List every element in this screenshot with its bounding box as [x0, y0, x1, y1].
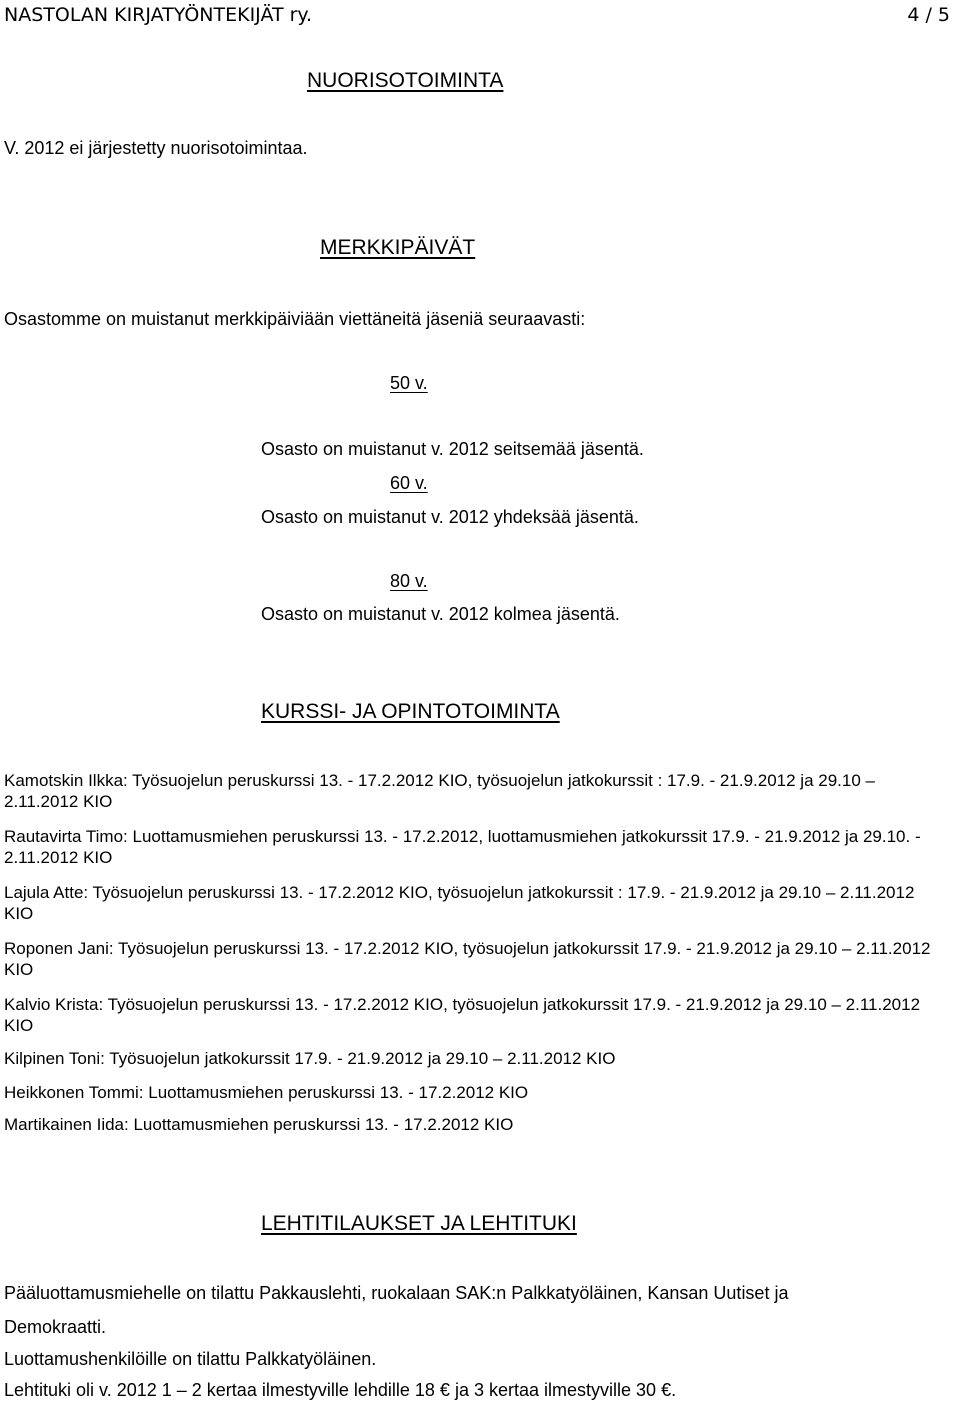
youth-text: V. 2012 ei järjestetty nuorisotoimintaa.	[4, 138, 308, 158]
course-entry: Kalvio Krista: Työsuojelun peruskurssi 13. - 17.2.2012 KIO, työsuojelun jatkokurssit 17.9. - 21.9.2012 ja 29.10 – 2.11.2012 KIO	[4, 995, 921, 1035]
age-50-text: Osasto on muistanut v. 2012 seitsemää jäsentä.	[261, 439, 644, 459]
papers-line-2: Demokraatti.	[4, 1317, 107, 1337]
paper-support-line	[4, 1379, 676, 1401]
support-text-end: .	[671, 1380, 677, 1400]
euro-icon: €	[661, 1380, 672, 1400]
age-50-label: 50 v.	[390, 373, 428, 393]
papers-heading: LEHTITILAUKSET JA LEHTITUKI	[261, 1212, 577, 1235]
support-text-middle: ja 3 kertaa ilmestyville 30	[454, 1380, 657, 1400]
age-60-text: Osasto on muistanut v. 2012 yhdeksää jäsentä.	[261, 507, 639, 527]
page-number: 4 / 5	[907, 4, 950, 26]
course-entry: Lajula Atte: Työsuojelun peruskurssi 13. - 17.2.2012 KIO, työsuojelun jatkokurssit : 17.9. - 21.9.2012 ja 29.10 – 2.11.2012 KIO	[4, 883, 915, 923]
organization-name: NASTOLAN KIRJATYÖNTEKIJÄT ry.	[4, 4, 312, 26]
course-entry: Heikkonen Tommi: Luottamusmiehen peruskurssi 13. - 17.2.2012 KIO	[4, 1083, 529, 1102]
age-80-text: Osasto on muistanut v. 2012 kolmea jäsentä.	[261, 604, 620, 624]
page-header	[4, 4, 956, 34]
course-entry: Roponen Jani: Työsuojelun peruskurssi 13. - 17.2.2012 KIO, työsuojelun jatkokurssit 17.9. - 21.9.2012 ja 29.10 – 2.11.2012 KIO	[4, 939, 931, 979]
youth-heading: NUORISOTOIMINTA	[307, 69, 504, 92]
course-entry: Kamotskin Ilkka: Työsuojelun peruskurssi 13. - 17.2.2012 KIO, työsuojelun jatkokurssit : 17.9. - 21.9.2012 ja 29.10 – 2.11.2012 KIO	[4, 771, 875, 811]
euro-icon: €	[439, 1380, 450, 1400]
papers-line-3: Luottamushenkilöille on tilattu Palkkatyöläinen.	[4, 1349, 377, 1369]
age-60-label: 60 v.	[390, 473, 428, 493]
milestones-heading: MERKKIPÄIVÄT	[320, 236, 476, 259]
support-text-start: Lehtituki oli v. 2012 1 – 2 kertaa ilmestyville lehdille 18	[4, 1380, 435, 1400]
age-80-label: 80 v.	[390, 571, 428, 591]
course-entry: Kilpinen Toni: Työsuojelun jatkokurssit 17.9. - 21.9.2012 ja 29.10 – 2.11.2012 KIO	[4, 1049, 616, 1068]
papers-line-1: Pääluottamusmiehelle on tilattu Pakkauslehti, ruokalaan SAK:n Palkkatyöläinen, Kansan Uutiset ja	[4, 1283, 789, 1303]
course-entry: Rautavirta Timo: Luottamusmiehen peruskurssi 13. - 17.2.2012, luottamusmiehen jatkokurssit 17.9. - 21.9.2012 ja 29.10. - 2.11.2012 KIO	[4, 827, 921, 867]
course-entry: Martikainen Iida: Luottamusmiehen peruskurssi 13. - 17.2.2012 KIO	[4, 1115, 514, 1134]
courses-heading: KURSSI- JA OPINTOTOIMINTA	[261, 700, 560, 723]
milestones-intro: Osastomme on muistanut merkkipäiviään viettäneitä jäseniä seuraavasti:	[4, 309, 586, 329]
